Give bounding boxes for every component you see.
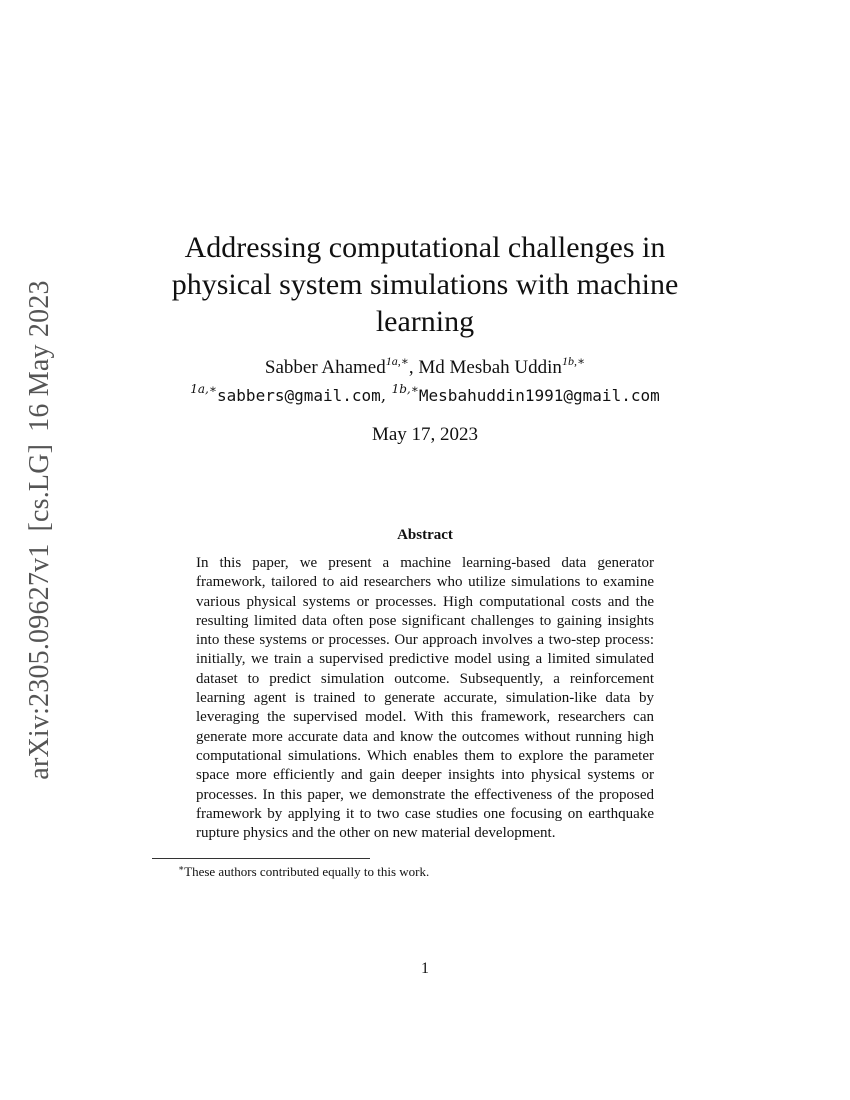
title-line: Addressing computational challenges in <box>184 231 666 264</box>
arxiv-id: arXiv:2305.09627v1 <box>24 543 55 780</box>
paper-date: May 17, 2023 <box>371 424 479 445</box>
author-affiliation: 1b,∗ <box>561 354 586 368</box>
footnote <box>178 863 429 881</box>
footnote-divider <box>152 858 370 859</box>
email-affiliation: 1b,∗ <box>391 382 419 396</box>
author-separator: , <box>408 357 419 378</box>
footnote-marker: ∗ <box>178 863 185 873</box>
author-name: Sabber Ahamed <box>264 357 386 378</box>
arxiv-category: [cs.LG] <box>24 443 55 532</box>
email-affiliation: 1a,∗ <box>190 382 218 396</box>
paper-title <box>160 229 690 340</box>
arxiv-date: 16 May 2023 <box>24 280 55 432</box>
title-line: physical system simulations with machine <box>171 268 679 301</box>
abstract-text: In this paper, we present a machine learning-based data generator framework, tailored to aid researchers who utilize simulations to examine various physical systems or processes. High computational costs and the resulting limited data often pose significant challenges to gaining insights into these systems or processes. Our approach involves a two-step process: initially, we train a supervised predictive model using a limited simulated dataset to predict simulation outcome. Subsequently, a reinforcement learning agent is trained to generate accurate, simulation-like data by leveraging the supervised model. With this framework, researchers can generate more accurate data and know the outcomes without running high computational simulations. Which enables them to explore the parameter space more efficiently and gain deeper insights into physical systems or processes. In this paper, we demonstrate the effectiveness of the proposed framework by applying it to two case studies one focusing on earthquake rupture physics and the other on new material development. <box>196 555 654 842</box>
email-list <box>120 384 730 408</box>
email-separator: , <box>380 386 392 406</box>
email-address[interactable]: sabbers@gmail.com <box>217 386 381 405</box>
author-name: Md Mesbah Uddin <box>418 357 562 378</box>
footnote-text: These authors contributed equally to this work. <box>184 864 430 879</box>
email-address[interactable]: Mesbahuddin1991@gmail.com <box>418 386 660 405</box>
abstract-heading: Abstract <box>397 527 453 543</box>
page-number: 1 <box>421 960 429 977</box>
arxiv-identifier-stamp <box>24 274 56 785</box>
author-list <box>120 355 730 381</box>
title-line: learning <box>375 305 475 338</box>
author-affiliation: 1a,∗ <box>385 354 409 368</box>
